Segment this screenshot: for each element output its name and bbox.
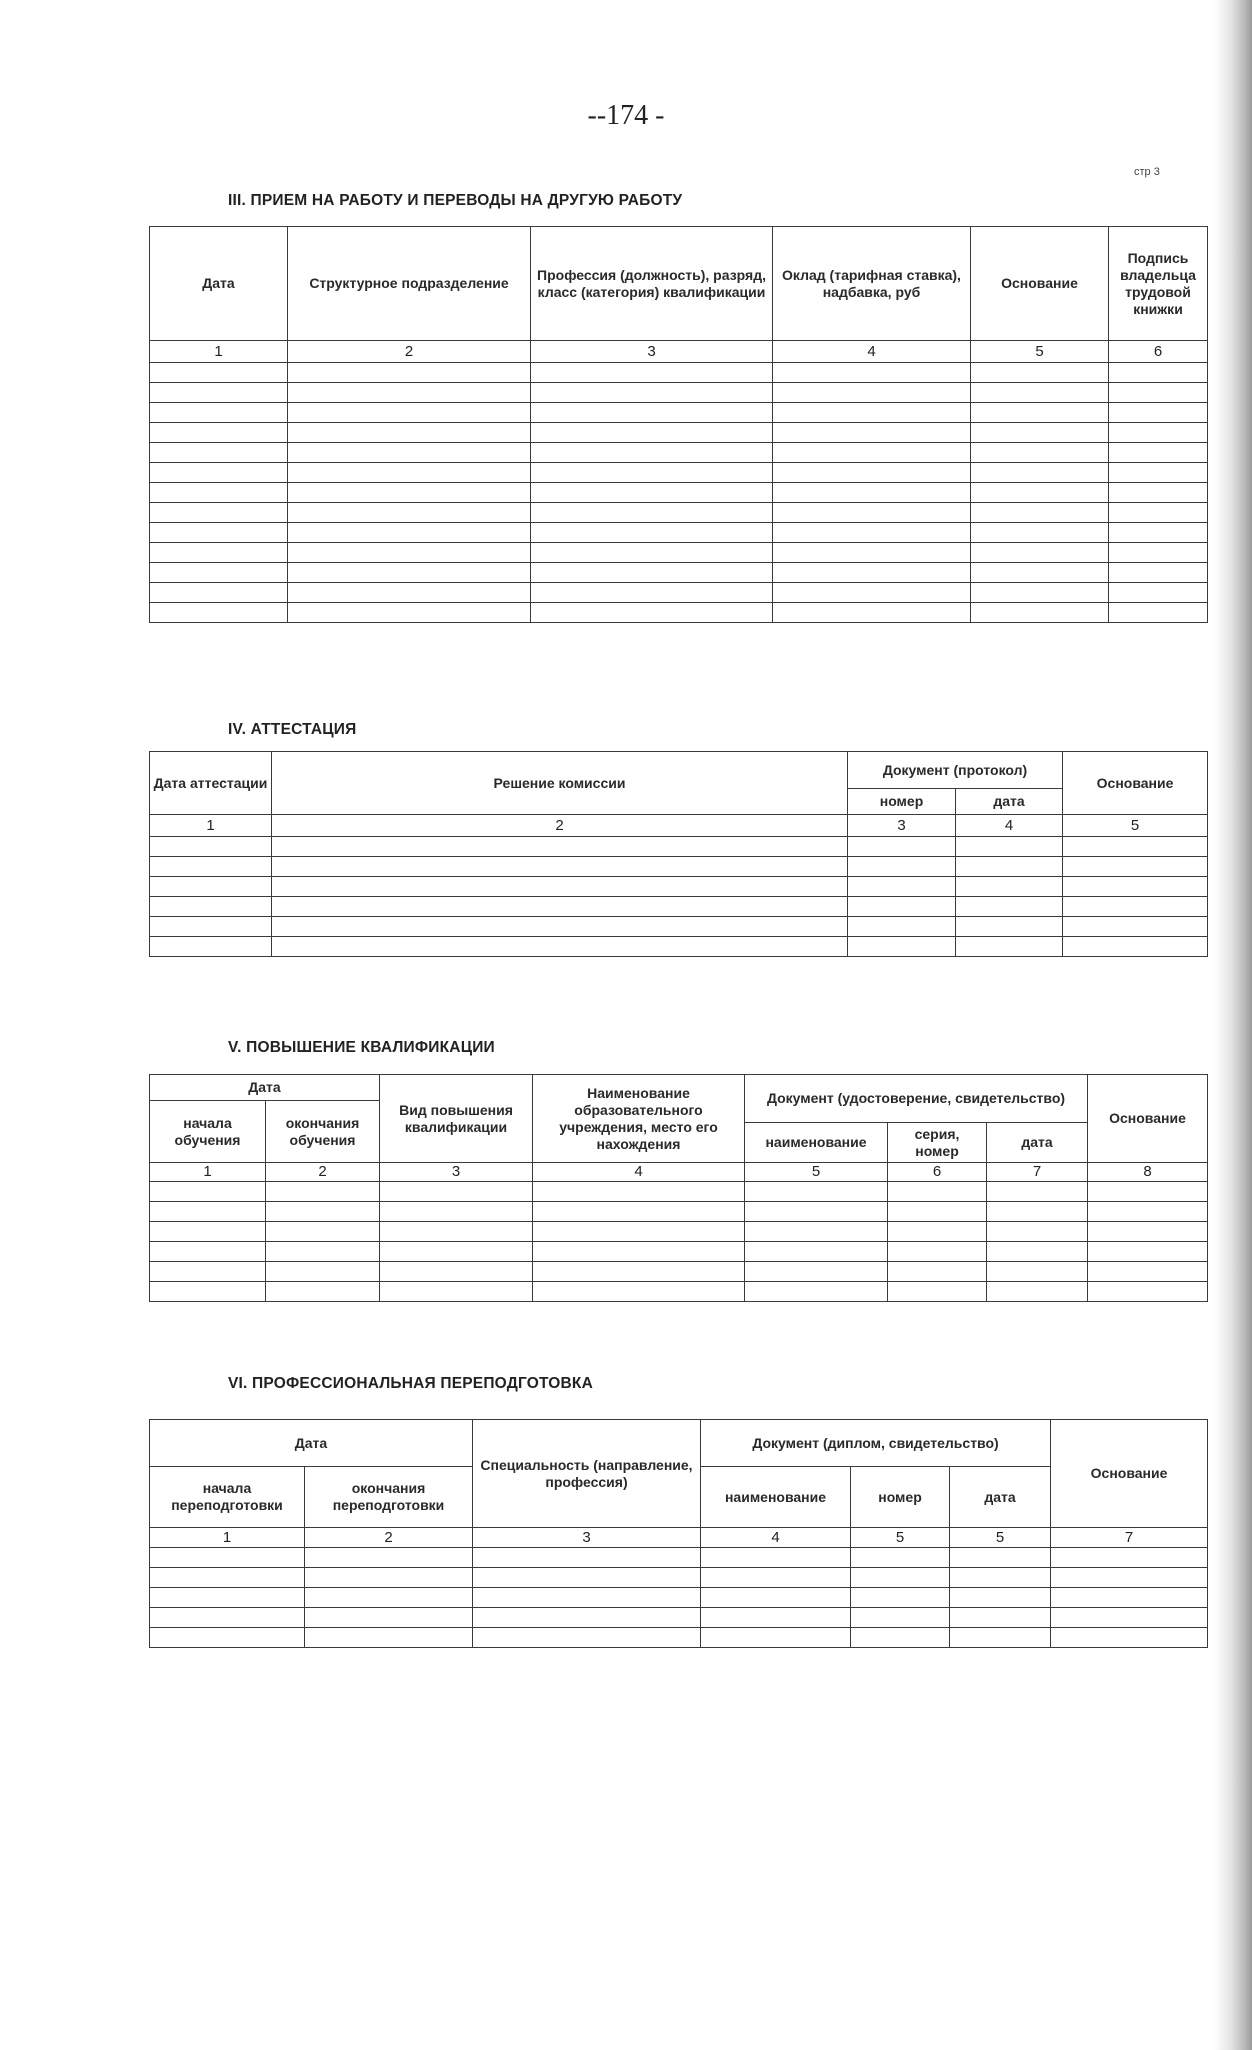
table-row (150, 937, 1208, 957)
table-cell (851, 1608, 950, 1628)
column-number: 2 (305, 1528, 473, 1548)
table-cell (150, 403, 288, 423)
page-reference: стр 3 (1134, 166, 1160, 178)
table-cell (1063, 917, 1208, 937)
table-cell (288, 523, 531, 543)
table-cell (288, 583, 531, 603)
table-cell (1109, 383, 1208, 403)
table-cell (956, 917, 1063, 937)
table-cell (305, 1608, 473, 1628)
table-row (150, 603, 1208, 623)
table-cell (1109, 443, 1208, 463)
table-row (150, 1568, 1208, 1588)
table-cell (851, 1628, 950, 1648)
start-header: начала переподготовки (150, 1467, 305, 1528)
table-cell (888, 1282, 987, 1302)
institution-header: Наименование образовательного учреждения, место его нахождения (533, 1075, 745, 1163)
table-cell (531, 403, 773, 423)
table-cell (266, 1202, 380, 1222)
table-cell (531, 583, 773, 603)
table-cell (1051, 1628, 1208, 1648)
table-row (150, 443, 1208, 463)
table-cell (150, 1242, 266, 1262)
table-cell (851, 1568, 950, 1588)
table-row (150, 463, 1208, 483)
table-row (150, 857, 1208, 877)
table-cell (987, 1222, 1088, 1242)
column-number: 4 (533, 1163, 745, 1182)
table-cell (1063, 857, 1208, 877)
specialty-header: Специальность (направление, профессия) (473, 1420, 701, 1528)
table-cell (950, 1548, 1051, 1568)
basis-header: Основание (1063, 752, 1208, 815)
table-row (150, 877, 1208, 897)
table-cell (848, 877, 956, 897)
table-cell (533, 1262, 745, 1282)
doc-name-header: наименование (701, 1467, 851, 1528)
table-cell (1051, 1588, 1208, 1608)
table-cell (848, 937, 956, 957)
table-row (150, 897, 1208, 917)
table-cell (288, 483, 531, 503)
table-cell (701, 1608, 851, 1628)
table-cell (1109, 483, 1208, 503)
table-cell (272, 857, 848, 877)
section-6-table (149, 1419, 1208, 1648)
table-cell (305, 1588, 473, 1608)
table-cell (1088, 1282, 1208, 1302)
table-row (150, 1202, 1208, 1222)
column-number: 4 (956, 815, 1063, 837)
table-cell (1109, 543, 1208, 563)
table-cell (888, 1182, 987, 1202)
end-header: окончания переподготовки (305, 1467, 473, 1528)
table-cell (1051, 1548, 1208, 1568)
document-header: Документ (удостоверение, свидетельство) (745, 1075, 1088, 1123)
table-cell (272, 897, 848, 917)
table-cell (950, 1568, 1051, 1588)
table-cell (1109, 523, 1208, 543)
column-number: 7 (1051, 1528, 1208, 1548)
table-row (150, 1182, 1208, 1202)
table-cell (1109, 403, 1208, 423)
table-cell (1088, 1222, 1208, 1242)
table-cell (533, 1202, 745, 1222)
table-row (150, 837, 1208, 857)
table-cell (1051, 1608, 1208, 1628)
table-cell (150, 383, 288, 403)
doc-number-header: номер (848, 789, 956, 815)
table-cell (888, 1262, 987, 1282)
table-cell (701, 1568, 851, 1588)
table-cell (745, 1202, 888, 1222)
table-cell (1063, 877, 1208, 897)
table-cell (473, 1588, 701, 1608)
column-number: 2 (266, 1163, 380, 1182)
table-cell (773, 483, 971, 503)
table-cell (773, 463, 971, 483)
table-row (150, 1548, 1208, 1568)
table-cell (150, 463, 288, 483)
table-cell (533, 1282, 745, 1302)
table-cell (288, 423, 531, 443)
table-cell (971, 503, 1109, 523)
table-cell (1088, 1202, 1208, 1222)
table-row (150, 917, 1208, 937)
table-row (150, 383, 1208, 403)
table-cell (701, 1548, 851, 1568)
section-6-title: VI. ПРОФЕССИОНАЛЬНАЯ ПЕРЕПОДГОТОВКА (228, 1375, 593, 1392)
table-cell (1109, 503, 1208, 523)
signature-header: Подпись владельца трудовой книжки (1109, 227, 1208, 341)
column-number: 4 (701, 1528, 851, 1548)
table-cell (531, 543, 773, 563)
column-number: 4 (773, 341, 971, 363)
doc-name-header: наименование (745, 1123, 888, 1163)
table-cell (150, 1282, 266, 1302)
table-cell (150, 1222, 266, 1242)
table-cell (888, 1222, 987, 1242)
table-cell (971, 403, 1109, 423)
end-header: окончания обучения (266, 1101, 380, 1163)
table-cell (956, 897, 1063, 917)
table-cell (971, 423, 1109, 443)
table-cell (266, 1282, 380, 1302)
table-cell (380, 1222, 533, 1242)
start-header: начала обучения (150, 1101, 266, 1163)
profession-header: Профессия (должность), разряд, класс (категория) квалификации (531, 227, 773, 341)
table-cell (150, 1548, 305, 1568)
column-number: 7 (987, 1163, 1088, 1182)
table-cell (288, 403, 531, 423)
table-cell (1109, 603, 1208, 623)
table-cell (745, 1222, 888, 1242)
table-cell (150, 1588, 305, 1608)
table-cell (272, 937, 848, 957)
table-row (150, 1588, 1208, 1608)
table-cell (533, 1182, 745, 1202)
table-cell (288, 363, 531, 383)
section-4-table (149, 751, 1208, 957)
column-number: 1 (150, 815, 272, 837)
column-number: 3 (380, 1163, 533, 1182)
column-number: 3 (473, 1528, 701, 1548)
table-cell (1109, 563, 1208, 583)
section-3-table (149, 226, 1208, 623)
table-cell (971, 363, 1109, 383)
table-cell (150, 583, 288, 603)
table-cell (150, 443, 288, 463)
table-cell (150, 897, 272, 917)
table-cell (288, 503, 531, 523)
table-cell (473, 1568, 701, 1588)
table-cell (150, 603, 288, 623)
date-header: Дата (150, 1075, 380, 1101)
table-cell (272, 877, 848, 897)
table-cell (288, 443, 531, 463)
table-cell (701, 1628, 851, 1648)
column-number: 8 (1088, 1163, 1208, 1182)
column-number: 6 (1109, 341, 1208, 363)
table-cell (150, 563, 288, 583)
table-cell (150, 857, 272, 877)
page-edge-shadow (1214, 0, 1252, 2050)
table-cell (701, 1588, 851, 1608)
table-cell (266, 1262, 380, 1282)
table-cell (266, 1242, 380, 1262)
section-3-title: III. ПРИЕМ НА РАБОТУ И ПЕРЕВОДЫ НА ДРУГУЮ РАБОТУ (228, 192, 683, 209)
basis-header: Основание (1051, 1420, 1208, 1528)
table-cell (380, 1262, 533, 1282)
column-number: 5 (745, 1163, 888, 1182)
page-number: --174 - (587, 100, 665, 131)
table-cell (288, 603, 531, 623)
table-cell (745, 1242, 888, 1262)
table-cell (745, 1262, 888, 1282)
table-row (150, 523, 1208, 543)
column-number: 1 (150, 341, 288, 363)
section-4-title: IV. АТТЕСТАЦИЯ (228, 721, 357, 738)
table-cell (150, 483, 288, 503)
table-cell (1063, 897, 1208, 917)
table-cell (971, 463, 1109, 483)
table-cell (150, 937, 272, 957)
table-cell (848, 897, 956, 917)
table-cell (773, 403, 971, 423)
table-cell (531, 383, 773, 403)
column-number: 5 (1063, 815, 1208, 837)
table-cell (288, 383, 531, 403)
column-number: 1 (150, 1163, 266, 1182)
column-number: 2 (272, 815, 848, 837)
table-cell (773, 423, 971, 443)
table-cell (531, 483, 773, 503)
column-number: 2 (288, 341, 531, 363)
table-cell (773, 583, 971, 603)
table-row (150, 363, 1208, 383)
column-number: 5 (851, 1528, 950, 1548)
table-row (150, 1262, 1208, 1282)
table-cell (150, 523, 288, 543)
table-cell (305, 1628, 473, 1648)
table-cell (956, 877, 1063, 897)
table-cell (150, 837, 272, 857)
column-number: 1 (150, 1528, 305, 1548)
table-cell (473, 1608, 701, 1628)
table-cell (971, 383, 1109, 403)
table-cell (1051, 1568, 1208, 1588)
table-cell (987, 1262, 1088, 1282)
table-cell (531, 463, 773, 483)
column-numbers-row (150, 341, 1208, 363)
salary-header: Оклад (тарифная ставка), надбавка, руб (773, 227, 971, 341)
table-cell (971, 483, 1109, 503)
date-header: Дата аттестации (150, 752, 272, 815)
table-cell (1109, 363, 1208, 383)
table-cell (848, 837, 956, 857)
table-row (150, 1242, 1208, 1262)
column-numbers-row (150, 1528, 1208, 1548)
table-cell (971, 543, 1109, 563)
doc-date-header: дата (987, 1123, 1088, 1163)
table-cell (531, 423, 773, 443)
section-5-table (149, 1074, 1208, 1302)
doc-number-header: номер (851, 1467, 950, 1528)
table-cell (380, 1282, 533, 1302)
table-cell (971, 583, 1109, 603)
basis-header: Основание (1088, 1075, 1208, 1163)
table-cell (150, 1568, 305, 1588)
section-5-title: V. ПОВЫШЕНИЕ КВАЛИФИКАЦИИ (228, 1039, 495, 1056)
table-row (150, 563, 1208, 583)
doc-date-header: дата (950, 1467, 1051, 1528)
table-cell (773, 503, 971, 523)
table-cell (888, 1242, 987, 1262)
table-cell (150, 363, 288, 383)
table-cell (531, 523, 773, 543)
table-cell (473, 1628, 701, 1648)
column-number: 6 (888, 1163, 987, 1182)
table-cell (150, 1608, 305, 1628)
table-row (150, 1628, 1208, 1648)
date-header: Дата (150, 227, 288, 341)
decision-header: Решение комиссии (272, 752, 848, 815)
table-cell (288, 563, 531, 583)
table-cell (150, 423, 288, 443)
table-cell (473, 1548, 701, 1568)
document-header: Документ (протокол) (848, 752, 1063, 789)
table-row (150, 583, 1208, 603)
table-cell (380, 1242, 533, 1262)
table-cell (533, 1242, 745, 1262)
table-cell (1088, 1262, 1208, 1282)
table-row (150, 543, 1208, 563)
table-cell (380, 1202, 533, 1222)
table-cell (848, 857, 956, 877)
table-cell (1088, 1182, 1208, 1202)
column-number: 5 (971, 341, 1109, 363)
table-cell (851, 1548, 950, 1568)
table-row (150, 403, 1208, 423)
table-cell (773, 443, 971, 463)
table-cell (266, 1222, 380, 1242)
table-cell (987, 1182, 1088, 1202)
column-number: 5 (950, 1528, 1051, 1548)
basis-header: Основание (971, 227, 1109, 341)
table-cell (150, 503, 288, 523)
table-cell (531, 603, 773, 623)
table-cell (773, 383, 971, 403)
table-cell (773, 363, 971, 383)
table-cell (150, 917, 272, 937)
department-header: Структурное подразделение (288, 227, 531, 341)
table-cell (773, 543, 971, 563)
table-cell (380, 1182, 533, 1202)
table-cell (745, 1282, 888, 1302)
table-cell (848, 917, 956, 937)
table-cell (1088, 1242, 1208, 1262)
table-cell (987, 1242, 1088, 1262)
table-cell (272, 917, 848, 937)
table-cell (851, 1588, 950, 1608)
table-cell (956, 837, 1063, 857)
table-row (150, 503, 1208, 523)
table-row (150, 483, 1208, 503)
table-cell (150, 543, 288, 563)
table-cell (888, 1202, 987, 1222)
column-numbers-row (150, 815, 1208, 837)
table-cell (266, 1182, 380, 1202)
doc-date-header: дата (956, 789, 1063, 815)
table-cell (971, 563, 1109, 583)
table-cell (950, 1588, 1051, 1608)
table-cell (956, 857, 1063, 877)
doc-series-header: серия, номер (888, 1123, 987, 1163)
table-cell (272, 837, 848, 857)
table-cell (1109, 463, 1208, 483)
table-cell (956, 937, 1063, 957)
document-header: Документ (диплом, свидетельство) (701, 1420, 1051, 1467)
table-cell (773, 563, 971, 583)
table-cell (971, 603, 1109, 623)
table-cell (531, 443, 773, 463)
table-cell (150, 1202, 266, 1222)
table-cell (288, 463, 531, 483)
table-row (150, 1608, 1208, 1628)
table-cell (773, 603, 971, 623)
table-cell (1109, 583, 1208, 603)
table-cell (150, 877, 272, 897)
table-cell (745, 1182, 888, 1202)
column-number: 3 (848, 815, 956, 837)
table-cell (305, 1568, 473, 1588)
table-cell (533, 1222, 745, 1242)
table-cell (773, 523, 971, 543)
table-cell (950, 1608, 1051, 1628)
kind-header: Вид повышения квалификации (380, 1075, 533, 1163)
table-cell (1063, 937, 1208, 957)
table-cell (987, 1282, 1088, 1302)
table-cell (150, 1262, 266, 1282)
table-cell (531, 363, 773, 383)
table-cell (531, 503, 773, 523)
date-header: Дата (150, 1420, 473, 1467)
table-cell (305, 1548, 473, 1568)
table-cell (950, 1628, 1051, 1648)
column-number: 3 (531, 341, 773, 363)
table-cell (1063, 837, 1208, 857)
table-cell (971, 443, 1109, 463)
table-cell (987, 1202, 1088, 1222)
table-cell (150, 1182, 266, 1202)
table-cell (971, 523, 1109, 543)
table-row (150, 423, 1208, 443)
column-numbers-row (150, 1163, 1208, 1182)
table-cell (288, 543, 531, 563)
table-cell (1109, 423, 1208, 443)
table-row (150, 1282, 1208, 1302)
table-row (150, 1222, 1208, 1242)
table-cell (150, 1628, 305, 1648)
table-cell (531, 563, 773, 583)
